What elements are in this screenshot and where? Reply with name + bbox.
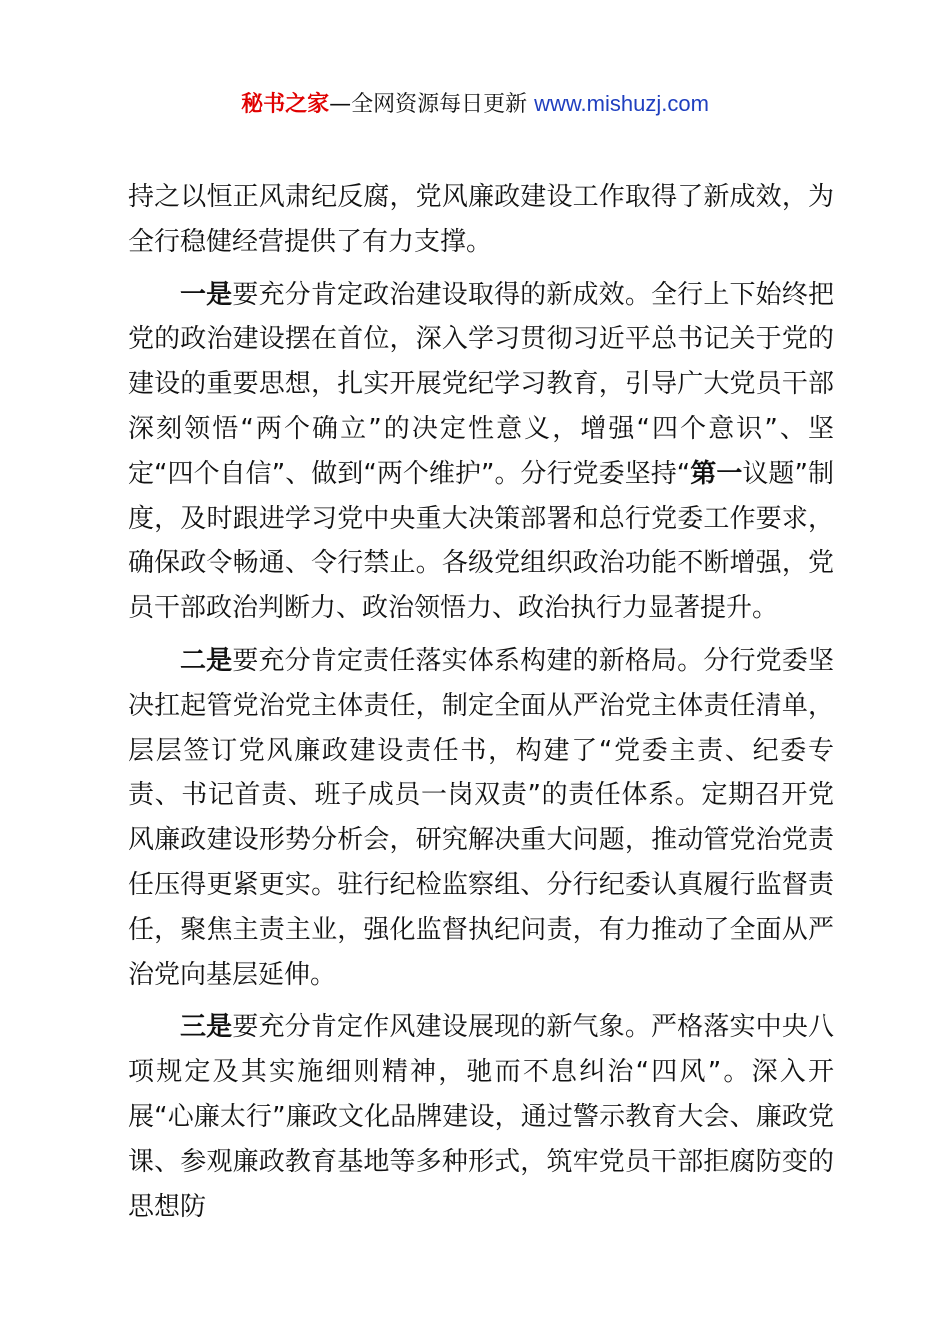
paragraph-text: 要充分肯定责任落实体系构建的新格局。分行党委坚决扛起管党治党主体责任，制定全面从严治党主体责任清单，层层签订党风廉政建设责任书，构建了“党委主责、纪委专责、书记首责、班子成员一岗双责”的责任体系。定期召开党风廉政建设形势分析会，研究解决重大问题，推动管党治党责任压得更紧更实。驻行纪检监察组、分行纪委认真履行监督责任，聚焦主责主业，强化监督执纪问责，有力推动了全面从严治党向基层延伸。 bbox=[128, 645, 834, 990]
paragraph-responsibility-system bbox=[128, 639, 834, 997]
paragraph-lead: 一是 bbox=[180, 279, 233, 310]
paragraph-lead: 三是 bbox=[180, 1012, 233, 1043]
page-header bbox=[0, 88, 950, 121]
paragraph-text: 持之以恒正风肃纪反腐，党风廉政建设工作取得了新成效，为全行稳健经营提供了有力支撑。 bbox=[128, 182, 834, 257]
paragraph-text: 要充分肯定作风建设展现的新气象。严格落实中央八项规定及其实施细则精神，驰而不息纠治“四风”。深入开展“心廉太行”廉政文化品牌建设，通过警示教育大会、廉政党课、参观廉政教育基地等多种形式，筑牢党员干部拒腐防变的思想防 bbox=[128, 1012, 834, 1222]
document-body bbox=[128, 175, 834, 1229]
paragraph-lead: 二是 bbox=[180, 645, 233, 676]
paragraph-continuation bbox=[128, 175, 834, 265]
header-tagline: —全网资源每日更新 bbox=[329, 92, 528, 117]
paragraph-text: 议题”制度，及时跟进学习党中央重大决策部署和总行党委工作要求，确保政令畅通、令行禁止。各级党组织政治功能不断增强，党员干部政治判断力、政治领悟力、政治执行力显著提升。 bbox=[128, 458, 834, 624]
bold-phrase: 第一 bbox=[690, 458, 743, 489]
paragraph-political-building bbox=[128, 273, 834, 631]
brand-name: 秘书之家 bbox=[241, 92, 330, 117]
paragraph-work-style bbox=[128, 1005, 834, 1229]
paragraph-text: 要充分肯定政治建设取得的新成效。全行上下始终把党的政治建设摆在首位，深入学习贯彻习近平总书记关于党的建设的重要思想，扎实开展党纪学习教育，引导广大党员干部深刻领悟“两个确立”的决定性意义，增强“四个意识”、坚定“四个自信”、做到“两个维护”。分行党委坚持“ bbox=[128, 279, 834, 489]
site-url-link[interactable]: www.mishuzj.com bbox=[534, 91, 709, 116]
